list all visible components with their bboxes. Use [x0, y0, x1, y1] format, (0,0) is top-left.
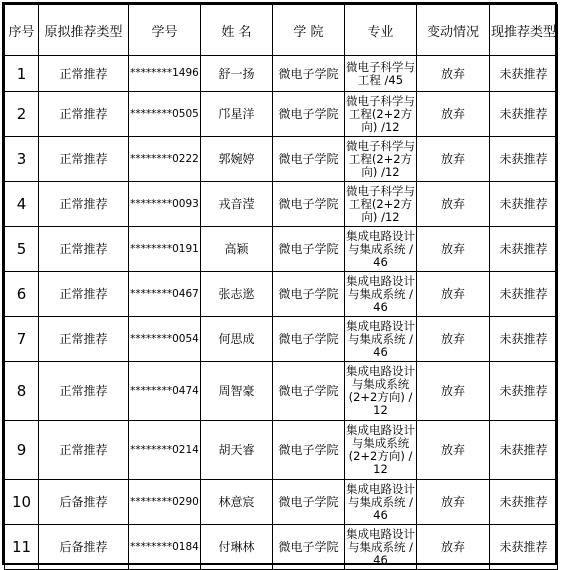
cell-original-type: 正常推荐	[39, 317, 129, 362]
cell-student-id: ********0191	[129, 227, 201, 272]
cell-student-id: ********0093	[129, 182, 201, 227]
table-row	[5, 525, 558, 570]
cell-original-type: 正常推荐	[39, 227, 129, 272]
cell-current-type: 未获推荐	[490, 182, 558, 227]
table-frame	[2, 2, 557, 565]
cell-seq: 7	[5, 317, 39, 362]
cell-seq: 2	[5, 92, 39, 137]
cell-original-type: 正常推荐	[39, 362, 129, 421]
table-row	[5, 137, 558, 182]
cell-original-type: 正常推荐	[39, 56, 129, 92]
table-row	[5, 182, 558, 227]
cell-current-type: 未获推荐	[490, 480, 558, 525]
cell-current-type: 未获推荐	[490, 227, 558, 272]
cell-seq: 8	[5, 362, 39, 421]
cell-college: 微电子学院	[273, 525, 345, 570]
cell-name: 郭婉婷	[201, 137, 273, 182]
cell-college: 微电子学院	[273, 421, 345, 480]
cell-student-id: ********0474	[129, 362, 201, 421]
cell-college: 微电子学院	[273, 317, 345, 362]
cell-college: 微电子学院	[273, 137, 345, 182]
cell-change: 放弃	[417, 317, 490, 362]
cell-name: 张志逖	[201, 272, 273, 317]
cell-original-type: 正常推荐	[39, 137, 129, 182]
cell-original-type: 正常推荐	[39, 92, 129, 137]
cell-college: 微电子学院	[273, 56, 345, 92]
cell-current-type: 未获推荐	[490, 421, 558, 480]
cell-change: 放弃	[417, 421, 490, 480]
cell-current-type: 未获推荐	[490, 272, 558, 317]
cell-major: 集成电路设计与集成系统 /46	[345, 480, 417, 525]
cell-major: 集成电路设计与集成系统(2+2方向) /12	[345, 421, 417, 480]
cell-seq: 4	[5, 182, 39, 227]
cell-original-type: 后备推荐	[39, 480, 129, 525]
cell-current-type: 未获推荐	[490, 56, 558, 92]
cell-seq: 10	[5, 480, 39, 525]
cell-name: 何思成	[201, 317, 273, 362]
cell-change: 放弃	[417, 92, 490, 137]
cell-original-type: 正常推荐	[39, 182, 129, 227]
cell-major: 微电子科学与工程(2+2方向) /12	[345, 182, 417, 227]
cell-current-type: 未获推荐	[490, 92, 558, 137]
cell-student-id: ********0505	[129, 92, 201, 137]
cell-name: 付琳林	[201, 525, 273, 570]
cell-current-type: 未获推荐	[490, 525, 558, 570]
cell-major: 集成电路设计与集成系统 /46	[345, 227, 417, 272]
recommendation-change-table	[4, 4, 558, 570]
cell-student-id: ********0184	[129, 525, 201, 570]
cell-student-id: ********1496	[129, 56, 201, 92]
col-header-major: 专业	[345, 5, 417, 56]
cell-seq: 3	[5, 137, 39, 182]
cell-original-type: 正常推荐	[39, 421, 129, 480]
cell-major: 微电子科学与工程(2+2方向) /12	[345, 92, 417, 137]
cell-change: 放弃	[417, 480, 490, 525]
cell-college: 微电子学院	[273, 362, 345, 421]
cell-name: 胡天睿	[201, 421, 273, 480]
table-row	[5, 272, 558, 317]
cell-current-type: 未获推荐	[490, 317, 558, 362]
cell-seq: 9	[5, 421, 39, 480]
table-row	[5, 362, 558, 421]
cell-college: 微电子学院	[273, 182, 345, 227]
cell-major: 集成电路设计与集成系统 /46	[345, 272, 417, 317]
cell-change: 放弃	[417, 56, 490, 92]
cell-student-id: ********0467	[129, 272, 201, 317]
col-header-student-id: 学号	[129, 5, 201, 56]
cell-major: 集成电路设计与集成系统 /46	[345, 317, 417, 362]
cell-seq: 5	[5, 227, 39, 272]
col-header-change: 变动情况	[417, 5, 490, 56]
cell-college: 微电子学院	[273, 272, 345, 317]
cell-current-type: 未获推荐	[490, 137, 558, 182]
col-header-name: 姓 名	[201, 5, 273, 56]
table-row	[5, 480, 558, 525]
cell-seq: 11	[5, 525, 39, 570]
cell-name: 高颖	[201, 227, 273, 272]
cell-change: 放弃	[417, 272, 490, 317]
cell-student-id: ********0290	[129, 480, 201, 525]
cell-student-id: ********0054	[129, 317, 201, 362]
table-row	[5, 92, 558, 137]
cell-college: 微电子学院	[273, 92, 345, 137]
cell-seq: 6	[5, 272, 39, 317]
cell-name: 林意宸	[201, 480, 273, 525]
cell-college: 微电子学院	[273, 227, 345, 272]
cell-student-id: ********0214	[129, 421, 201, 480]
cell-major: 集成电路设计与集成系统 /46	[345, 525, 417, 570]
cell-major: 微电子科学与工程 /45	[345, 56, 417, 92]
header-row	[5, 5, 558, 56]
cell-change: 放弃	[417, 182, 490, 227]
table-row	[5, 421, 558, 480]
cell-student-id: ********0222	[129, 137, 201, 182]
cell-current-type: 未获推荐	[490, 362, 558, 421]
table-row	[5, 227, 558, 272]
cell-name: 舒一扬	[201, 56, 273, 92]
cell-name: 邝星洋	[201, 92, 273, 137]
cell-change: 放弃	[417, 137, 490, 182]
cell-change: 放弃	[417, 525, 490, 570]
cell-major: 集成电路设计与集成系统(2+2方向) /12	[345, 362, 417, 421]
cell-name: 周智豪	[201, 362, 273, 421]
cell-original-type: 正常推荐	[39, 272, 129, 317]
cell-college: 微电子学院	[273, 480, 345, 525]
cell-change: 放弃	[417, 362, 490, 421]
cell-major: 微电子科学与工程(2+2方向) /12	[345, 137, 417, 182]
col-header-seq: 序号	[5, 5, 39, 56]
col-header-college: 学 院	[273, 5, 345, 56]
table-row	[5, 56, 558, 92]
cell-name: 戎音滢	[201, 182, 273, 227]
cell-seq: 1	[5, 56, 39, 92]
cell-original-type: 后备推荐	[39, 525, 129, 570]
table-row	[5, 317, 558, 362]
cell-change: 放弃	[417, 227, 490, 272]
col-header-current-type: 现推荐类型	[490, 5, 558, 56]
col-header-original-type: 原拟推荐类型	[39, 5, 129, 56]
